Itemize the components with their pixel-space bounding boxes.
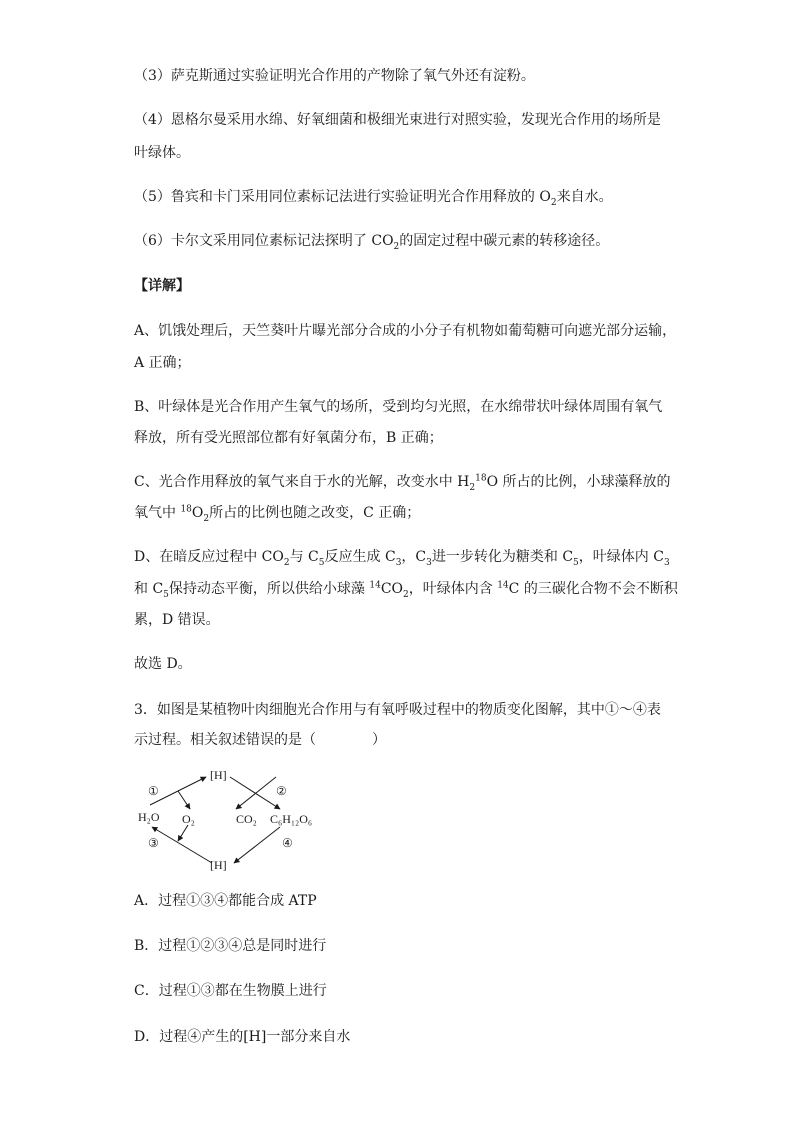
- note-5: （5）鲁宾和卡门采用同位素标记法进行实验证明光合作用释放的 $O_2$来自水。: [134, 189, 613, 208]
- o2-label: O₂: [182, 812, 195, 826]
- co2-label: CO₂: [236, 812, 257, 826]
- option-b[interactable]: B．过程①②③④总是同时进行: [134, 938, 327, 954]
- note-4-line-2: 叶绿体。: [134, 145, 190, 161]
- explanation-b-line-2: 释放，所有受光照部位都有好氧菌分布，B 正确；: [134, 430, 443, 446]
- process-diagram: [130, 765, 330, 875]
- arrow-h-top-to-glucose: [230, 777, 280, 809]
- option-a[interactable]: A．过程①③④都能合成 ATP: [134, 893, 317, 909]
- arrow-glucose-to-h-bottom: [234, 827, 280, 863]
- process-1-label: ①: [148, 784, 159, 798]
- h-top-label: [H]: [210, 768, 227, 782]
- explanation-a-line-1: A、饥饿处理后，天竺葵叶片曝光部分合成的小分子有机物如葡萄糖可向遮光部分运输，: [134, 323, 677, 339]
- explanation-d-line-2: 和 $C_5$保持动态平衡，所以供给小球藻 $^{14}CO_2$，叶绿体内含 $^{14}$C 的三碳化合物不会不断积: [134, 580, 678, 600]
- question-line-1: 3．如图是某植物叶肉细胞光合作用与有氧呼吸过程中的物质变化图解，其中①～④表: [134, 702, 661, 718]
- arrow-h-bottom-to-h2o: [152, 827, 212, 863]
- explanation-a-line-2: A 正确；: [134, 355, 191, 371]
- process-3-label: ③: [148, 836, 159, 850]
- question-line-2: 示过程。相关叙述错误的是（ ）: [134, 732, 386, 748]
- explanation-c-line-2: 氧气中 $^{18}O_2$所占的比例也随之改变，C 正确；: [134, 504, 421, 524]
- glucose-label: C₆H₁₂O₆: [270, 812, 313, 826]
- arrow-to-o2: [178, 791, 190, 809]
- explanation-b-line-1: B、叶绿体是光合作用产生氧气的场所，受到均匀光照，在水绵带状叶绿体周围有氧气: [134, 399, 663, 415]
- conclusion: 故选 D。: [134, 656, 192, 672]
- option-c[interactable]: C．过程①③都在生物膜上进行: [134, 983, 327, 999]
- arrow-co2-to-h-top: [236, 777, 276, 809]
- h2o-label: H₂O: [138, 810, 160, 824]
- explanation-d-line-1: D、在暗反应过程中 $CO_2$与 $C_5$反应生成 $C_3$，$C_3$进一步转化为糖类和 $C_5$，叶绿体内 $C_3$: [134, 549, 670, 568]
- process-2-label: ②: [276, 784, 287, 798]
- process-4-label: ④: [282, 836, 293, 850]
- arrow-o2-down: [178, 825, 188, 841]
- detail-heading: 【详解】: [134, 278, 190, 294]
- explanation-c-line-1: C、光合作用释放的氧气来自于水的光解，改变水中 $H_2^{18}O$ 所占的比例，小球藻释放的: [134, 473, 671, 493]
- note-6: （6）卡尔文采用同位素标记法探明了 $CO_2$的固定过程中碳元素的转移途径。: [134, 233, 610, 252]
- explanation-d-line-3: 累，D 错误。: [134, 612, 220, 628]
- h-bottom-label: [H]: [210, 858, 227, 872]
- option-d[interactable]: D．过程④产生的[H]一部分来自水: [134, 1029, 351, 1045]
- note-4-line-1: （4）恩格尔曼采用水绵、好氧细菌和极细光束进行对照实验，发现光合作用的场所是: [134, 112, 661, 128]
- note-3: （3）萨克斯通过实验证明光合作用的产物除了氧气外还有淀粉。: [134, 68, 535, 84]
